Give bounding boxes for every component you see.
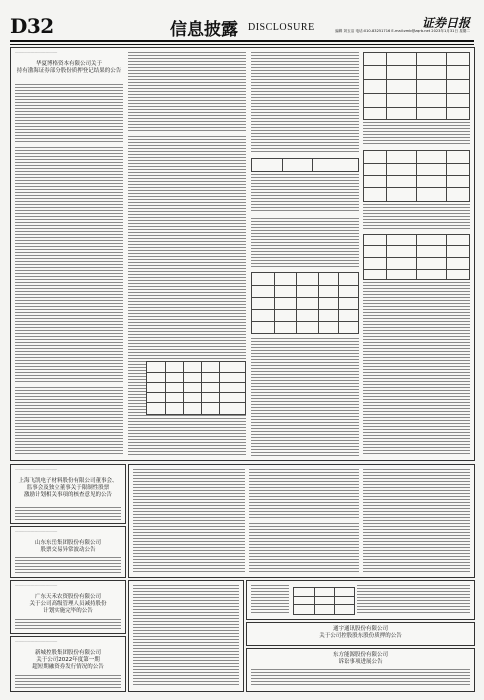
announcement-continuation: [128, 580, 244, 692]
announcement-heading: 新城控股集团股份有限公司 关于公司2022年度第一期 超短期融资券发行情况的公告: [32, 650, 104, 670]
newspaper-logo: 证券日报: [421, 16, 470, 30]
text-column-4: [363, 52, 470, 456]
text-column-3: [251, 52, 359, 456]
announcement-heading: 山东东岳集团股份有限公司 股票交易异常波动公告: [34, 540, 101, 553]
masthead: [10, 14, 474, 38]
announcement-box: ┈┈┈┈┈┈┈┈┈┈┈┈┈┈┈┈┈┈┈┈┈┈ 上海飞凯电子材料股份有限公司董事会、 监事会及独立董事关于限制性股票 激励计划相关事项的核查意见的公告: [10, 464, 126, 524]
announcement-main: [10, 47, 475, 461]
announcement-continuation: [128, 464, 475, 578]
masthead-rule-thin: [10, 44, 474, 45]
announcement-heading: 东方能源股份有限公司 诉讼事项进展公告: [332, 652, 388, 665]
announcement-heading: 华夏博格资本有限公司关于 持有渤海证券部分股份质押登记结果的公告: [16, 61, 122, 74]
data-table: [363, 52, 470, 120]
masthead-meta: 编辑 刘玉洁 电话:010-83251716 E-mail:zmb@zqrb.net 2023年1月31日 星期二: [335, 29, 470, 33]
page-number: D32: [10, 14, 54, 38]
data-table: [146, 361, 246, 415]
section-title-en: DISCLOSURE: [248, 22, 315, 33]
data-table: [293, 587, 355, 615]
section-title: 信息披露: [170, 20, 238, 40]
announcement-heading: 广东天禾农资股份有限公司 关于公司高级管理人员减持股份 计划实施完毕的公告: [29, 594, 107, 614]
announcement-box: [246, 622, 475, 646]
announcement-heading: 通宇通讯股份有限公司 关于公司控股股东股份质押的公告: [319, 626, 402, 639]
announcement-continuation: [246, 580, 475, 620]
announcement-code-line: ┈┈┈┈┈┈┈┈┈┈┈┈┈┈┈┈┈┈┈┈┈┈: [15, 51, 58, 55]
announcement-box: ┈┈┈┈┈┈┈┈┈┈┈┈┈┈┈┈┈┈┈┈┈┈ 广东天禾农资股份有限公司 关于公司高级管理人员减持股份 计划实施完毕的公告: [10, 580, 126, 634]
announcement-heading: 上海飞凯电子材料股份有限公司董事会、 监事会及独立董事关于限制性股票 激励计划相关事项的核查意见的公告: [18, 478, 118, 498]
data-table: [251, 158, 359, 172]
data-table: [363, 150, 470, 202]
data-table: [251, 272, 359, 334]
announcement-box: ┈┈┈┈┈┈┈┈┈┈┈┈┈┈┈┈┈┈┈┈┈┈ 新城控股集团股份有限公司 关于公司2022年度第一期 超短期融资券发行情况的公告: [10, 636, 126, 692]
masthead-rule: [10, 40, 474, 42]
announcement-box: ┈┈┈┈┈┈┈┈┈┈┈┈┈┈┈┈┈┈┈┈┈┈ 山东东岳集团股份有限公司 股票交易异常波动公告: [10, 526, 126, 578]
announcement-box: [246, 648, 475, 692]
data-table: [363, 234, 470, 280]
text-column-1: [15, 84, 123, 456]
